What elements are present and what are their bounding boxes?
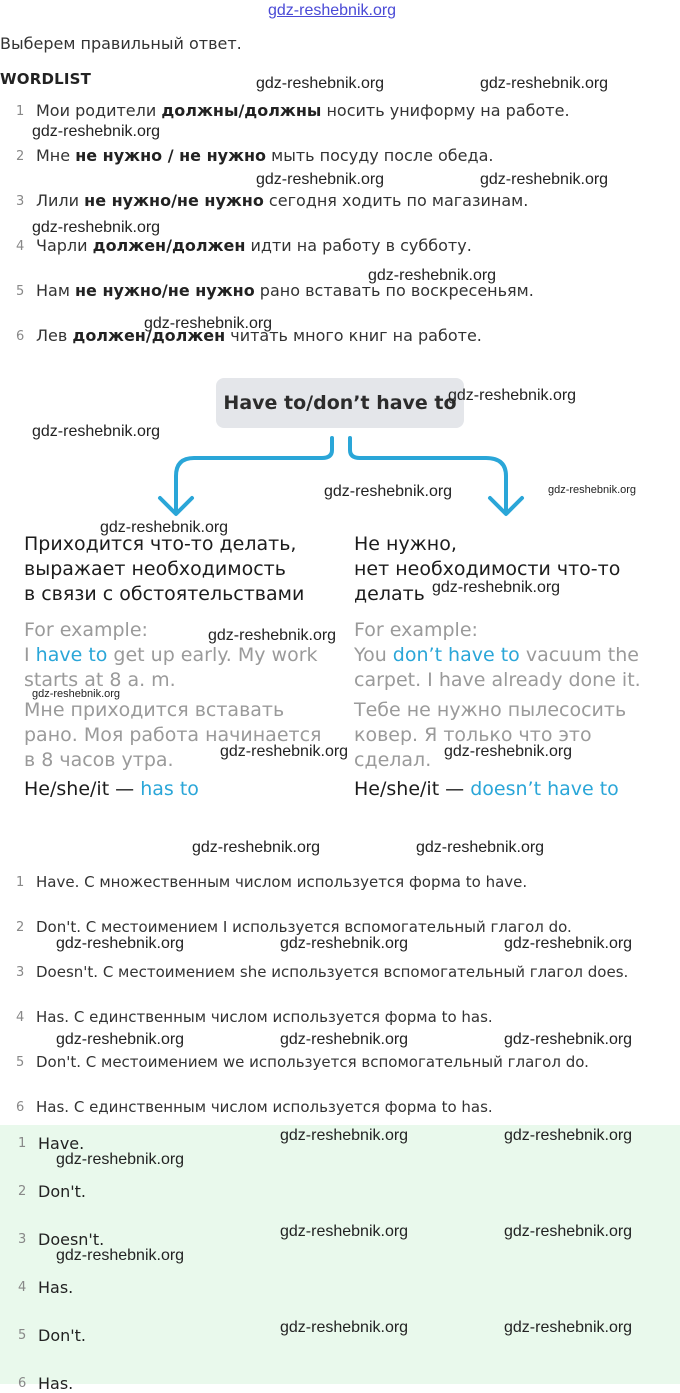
exercise-sentence: Лев должен/должен читать много книг на работе. <box>36 326 482 345</box>
watermark: gdz-reshebnik.org <box>144 315 273 332</box>
watermark: gdz-reshebnik.org <box>324 483 453 500</box>
left-translation-line1: Мне приходится вставать <box>24 699 285 721</box>
watermark: gdz-reshebnik.org <box>100 519 229 536</box>
watermark: gdz-reshebnik.org <box>56 1031 185 1048</box>
left-translation-line3: в 8 часов утра. <box>24 749 174 771</box>
watermark: gdz-reshebnik.org <box>32 219 161 236</box>
right-pronoun-rule: He/she/it — doesn’t have to <box>354 778 619 800</box>
watermark: gdz-reshebnik.org <box>480 75 609 92</box>
watermark: gdz-reshebnik.org <box>504 1319 633 1336</box>
exercise-number: 4 <box>16 239 25 254</box>
watermark: gdz-reshebnik.org <box>432 579 561 596</box>
explanation-item: Don't. С местоимением I используется вспомогательный глагол do. <box>36 918 572 936</box>
explanation-item: Have. С множественным числом используется форма to have. <box>36 873 528 891</box>
wordlist-heading: WORDLIST <box>0 70 92 88</box>
explanation-number: 3 <box>16 965 25 980</box>
left-translation-line2: рано. Моя работа начинается <box>24 724 322 746</box>
left-example-line1: I have to get up early. My work <box>24 644 318 666</box>
watermark: gdz-reshebnik.org <box>220 743 349 760</box>
answer-number: 1 <box>18 1136 27 1151</box>
explanation-number: 5 <box>16 1055 25 1070</box>
watermark: gdz-reshebnik.org <box>504 1127 633 1144</box>
watermark: gdz-reshebnik.org <box>444 743 573 760</box>
watermark: gdz-reshebnik.org <box>32 423 161 440</box>
watermark: gdz-reshebnik.org <box>280 1031 409 1048</box>
explanation-item: Don't. С местоимением we используется вспомогательный глагол do. <box>36 1053 589 1071</box>
watermark: gdz-reshebnik.org <box>416 839 545 856</box>
watermark: gdz-reshebnik.org <box>192 839 321 856</box>
explanation-number: 1 <box>16 875 25 890</box>
watermark: gdz-reshebnik.org <box>208 627 337 644</box>
watermark: gdz-reshebnik.org <box>548 484 637 496</box>
watermark: gdz-reshebnik.org <box>448 387 577 404</box>
watermark: gdz-reshebnik.org <box>32 123 161 140</box>
explanation-number: 2 <box>16 920 25 935</box>
answer-item: Don't. <box>38 1182 87 1201</box>
left-arrow-icon <box>176 438 332 512</box>
answer-number: 6 <box>18 1376 27 1391</box>
exercise-sentence: Мне не нужно / не нужно мыть посуду после обеда. <box>36 146 494 165</box>
right-for-example: For example: <box>354 619 478 641</box>
exercise-sentence: Чарли должен/должен идти на работу в субботу. <box>36 236 472 255</box>
right-translation-line3: сделал. <box>354 749 432 771</box>
watermark: gdz-reshebnik.org <box>504 1031 633 1048</box>
answer-number: 2 <box>18 1184 27 1199</box>
answer-number: 3 <box>18 1232 27 1247</box>
watermark: gdz-reshebnik.org <box>56 1247 185 1264</box>
answer-number: 4 <box>18 1280 27 1295</box>
left-pronoun-rule: He/she/it — has to <box>24 778 199 800</box>
right-column-heading: Не нужно, нет необходимости что-то делать <box>354 533 621 605</box>
explanation-number: 4 <box>16 1010 25 1025</box>
right-translation-line1: Тебе не нужно пылесосить <box>354 699 627 721</box>
exercise-number: 3 <box>16 194 25 209</box>
watermark: gdz-reshebnik.org <box>256 75 385 92</box>
exercise-sentence: Нам не нужно/не нужно рано вставать по воскресеньям. <box>36 281 534 300</box>
answer-item: Don't. <box>38 1326 87 1345</box>
watermark-top[interactable]: gdz-reshebnik.org <box>268 2 397 19</box>
left-column-heading: Приходится что-то делать, выражает необходимость в связи с обстоятельствами <box>24 533 305 605</box>
exercise-number: 6 <box>16 329 25 344</box>
watermark: gdz-reshebnik.org <box>256 171 385 188</box>
answer-item: Doesn't. <box>38 1230 105 1249</box>
branch-arrows <box>150 430 530 525</box>
watermark: gdz-reshebnik.org <box>368 267 497 284</box>
exercise-number: 2 <box>16 149 25 164</box>
intro-text: Выберем правильный ответ. <box>0 34 242 53</box>
right-example-line2: carpet. I have already done it. <box>354 669 641 691</box>
exercise-number: 1 <box>16 104 25 119</box>
watermark: gdz-reshebnik.org <box>280 1127 409 1144</box>
left-for-example: For example: <box>24 619 148 641</box>
watermark: gdz-reshebnik.org <box>280 1223 409 1240</box>
answer-number: 5 <box>18 1328 27 1343</box>
explanation-number: 6 <box>16 1100 25 1115</box>
watermark: gdz-reshebnik.org <box>504 935 633 952</box>
watermark: gdz-reshebnik.org <box>504 1223 633 1240</box>
exercise-number: 5 <box>16 284 25 299</box>
watermark: gdz-reshebnik.org <box>56 1151 185 1168</box>
explanation-item: Has. С единственным числом используется форма to has. <box>36 1098 493 1116</box>
watermark: gdz-reshebnik.org <box>32 688 121 700</box>
answer-item: Has. <box>38 1374 74 1393</box>
watermark: gdz-reshebnik.org <box>280 1319 409 1336</box>
exercise-sentence: Мои родители должны/должны носить униформу на работе. <box>36 101 570 120</box>
explanation-item: Doesn't. С местоимением she используется вспомогательный глагол does. <box>36 963 629 981</box>
exercise-sentence: Лили не нужно/не нужно сегодня ходить по магазинам. <box>36 191 529 210</box>
left-example-line2: starts at 8 a. m. <box>24 669 176 691</box>
grammar-pill: Have to/don’t have to <box>216 378 464 428</box>
right-translation-line2: ковер. Я только что это <box>354 724 592 746</box>
answer-item: Have. <box>38 1134 85 1153</box>
answer-item: Has. <box>38 1278 74 1297</box>
watermark: gdz-reshebnik.org <box>480 171 609 188</box>
watermark: gdz-reshebnik.org <box>280 935 409 952</box>
watermark: gdz-reshebnik.org <box>56 935 185 952</box>
explanation-item: Has. С единственным числом используется форма to has. <box>36 1008 493 1026</box>
right-example-line1: You don’t have to vacuum the <box>354 644 639 666</box>
